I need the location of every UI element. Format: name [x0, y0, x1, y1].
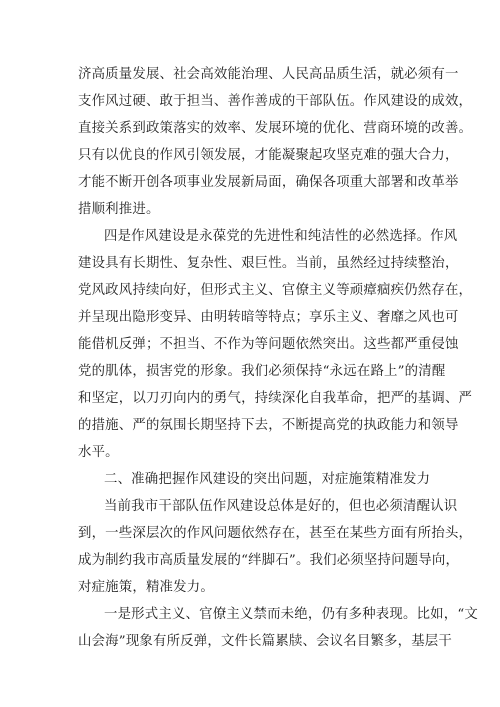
text-line: 成为制约我市高质量发展的“绊脚石”。我们必须坚持问题导向， — [78, 553, 460, 568]
text-line: 才能不断开创各项事业发展新局面，确保各项重大部署和改革举 — [78, 175, 459, 190]
text-line: 山会海”现象有所反弹，文件长篇累牍、会议名目繁多，基层干 — [78, 634, 452, 649]
text-line: 和坚定，以刀刃向内的勇气，持续深化自我革命，把严的基调、严 — [78, 391, 473, 406]
text-line: 措顺利推进。 — [78, 202, 160, 217]
text-line: 直接关系到政策落实的效率、发展环境的优化、营商环境的改善。 — [78, 121, 473, 136]
paragraph-first-line: 四是作风建设是永葆党的先进性和纯洁性的必然选择。作风 — [104, 229, 458, 244]
section-heading: 二、准确把握作风建设的突出问题，对症施策精准发力 — [104, 472, 431, 487]
text-line: 党的肌体，损害党的形象。我们必须保持“永远在路上”的清醒 — [78, 364, 446, 379]
text-line: 的措施、严的氛围长期坚持下去，不断提高党的执政能力和领导 — [78, 418, 459, 433]
text-line: 能借机反弹；不担当、不作为等问题依然突出。这些都严重侵蚀 — [78, 337, 459, 352]
text-line: 支作风过硬、敢于担当、善作善成的干部队伍。作风建设的成效， — [78, 94, 473, 109]
text-line: 济高质量发展、社会高效能治理、人民高品质生活，就必须有一 — [78, 67, 459, 82]
text-line: 建设具有长期性、复杂性、艰巨性。当前，虽然经过持续整治， — [78, 256, 459, 271]
text-line: 党风政风持续向好，但形式主义、官僚主义等顽瘴痼疾仍然存在， — [78, 283, 473, 298]
text-line: 对症施策，精准发力。 — [78, 580, 214, 595]
text-line: 到，一些深层次的作风问题依然存在，甚至在某些方面有所抬头， — [78, 526, 473, 541]
text-line: 只有以优良的作风引领发展，才能凝聚起攻坚克难的强大合力， — [78, 148, 459, 163]
paragraph-first-line: 当前我市干部队伍作风建设总体是好的，但也必须清醒认识 — [104, 499, 458, 514]
text-line: 并呈现出隐形变异、由明转暗等特点；享乐主义、奢靡之风也可 — [78, 310, 459, 325]
text-line: 水平。 — [78, 445, 119, 460]
paragraph-first-line: 一是形式主义、官僚主义禁而未绝，仍有多种表现。比如，“文 — [104, 607, 478, 622]
